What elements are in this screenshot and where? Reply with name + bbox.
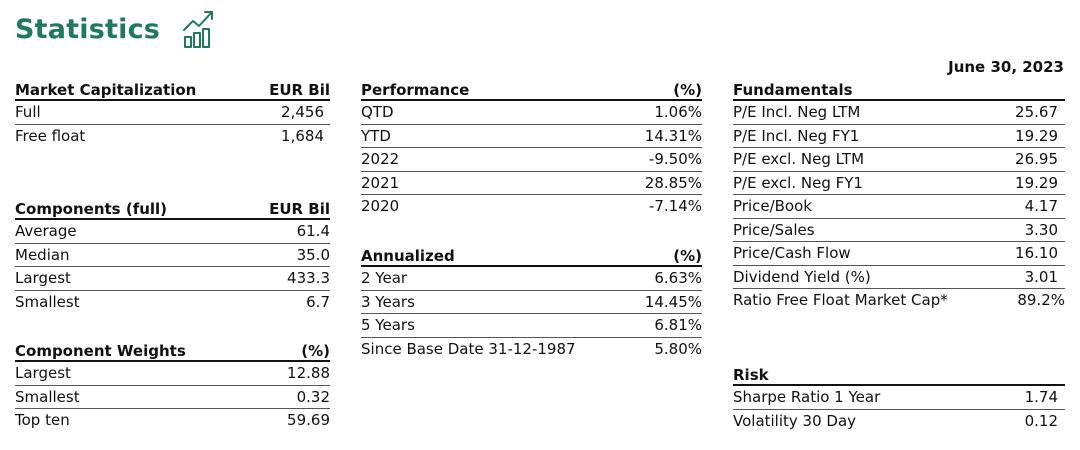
row-value: 89.2% [1017, 291, 1065, 309]
row-label: Smallest [15, 292, 80, 311]
row-value: -7.14% [648, 197, 702, 215]
table-row [361, 172, 702, 196]
section-title: Market Capitalization [15, 81, 197, 99]
fundamentals-table [733, 79, 1065, 313]
row-value: 14.31% [644, 126, 702, 145]
table-row [733, 125, 1065, 149]
row-value: 5.80% [654, 339, 702, 358]
section-title: Components (full) [15, 200, 168, 218]
row-value: -9.50% [648, 150, 702, 168]
row-value: 2,456 [281, 103, 324, 121]
table-row [361, 338, 702, 362]
row-label: Sharpe Ratio 1 Year [733, 388, 881, 406]
table-row [361, 267, 702, 291]
row-label: Price/Sales [733, 220, 815, 239]
table-row [361, 148, 702, 172]
row-label: 2022 [361, 150, 400, 168]
row-label: Price/Book [733, 197, 812, 215]
table-row [15, 291, 330, 315]
table-row [733, 219, 1065, 243]
row-label: Free float [15, 126, 86, 145]
unit-label: (%) [301, 342, 330, 360]
row-label: P/E Incl. Neg LTM [733, 103, 861, 121]
table-row [15, 244, 330, 268]
row-value: 59.69 [287, 411, 330, 429]
market-cap-table [15, 79, 330, 148]
growth-chart-icon [181, 8, 217, 48]
row-value: 1,684 [281, 126, 324, 145]
unit-label: EUR Bil [269, 200, 330, 218]
row-value: 0.32 [296, 387, 330, 406]
row-label: 3 Years [361, 292, 415, 311]
row-label: Average [15, 222, 77, 240]
row-label: Price/Cash Flow [733, 244, 851, 262]
table-row [15, 386, 330, 410]
row-value: 61.4 [296, 222, 330, 240]
table-header [15, 340, 330, 362]
table-header [733, 364, 1065, 386]
row-label: Volatility 30 Day [733, 411, 857, 430]
table-row [733, 289, 1065, 313]
table-row [733, 410, 1065, 434]
row-value: 28.85% [644, 173, 702, 192]
row-value: 3.01 [1024, 267, 1058, 286]
table-row [15, 267, 330, 291]
table-row [733, 172, 1065, 196]
table-row [361, 195, 702, 219]
table-row [733, 101, 1065, 125]
row-value: 6.7 [306, 292, 330, 311]
section-title: Annualized [361, 247, 455, 265]
table-row [733, 386, 1065, 410]
row-label: 2 Year [361, 269, 408, 287]
table-header [361, 245, 702, 267]
row-value: 3.30 [1024, 220, 1058, 239]
row-label: QTD [361, 103, 394, 121]
table-row [733, 148, 1065, 172]
table-row [361, 125, 702, 149]
as-of-date: June 30, 2023 [948, 58, 1064, 76]
row-value: 25.67 [1015, 103, 1058, 121]
table-header [733, 79, 1065, 101]
row-label: Ratio Free Float Market Cap* [733, 291, 948, 309]
row-label: P/E excl. Neg LTM [733, 150, 865, 168]
row-value: 12.88 [287, 364, 330, 382]
row-value: 16.10 [1015, 244, 1058, 262]
row-label: 5 Years [361, 316, 415, 334]
row-label: P/E excl. Neg FY1 [733, 173, 863, 192]
row-value: 4.17 [1024, 197, 1058, 215]
row-value: 14.45% [644, 292, 702, 311]
table-header [15, 79, 330, 101]
row-label: Smallest [15, 387, 80, 406]
row-label: Median [15, 245, 70, 264]
row-label: YTD [361, 126, 391, 145]
section-title: Component Weights [15, 342, 186, 360]
row-value: 35.0 [296, 245, 330, 264]
table-row [15, 362, 330, 386]
table-row [15, 125, 330, 149]
row-value: 433.3 [287, 269, 330, 287]
table-row [361, 314, 702, 338]
section-title: Performance [361, 81, 470, 99]
row-label: 2021 [361, 173, 400, 192]
row-value: 1.74 [1024, 388, 1058, 406]
row-value: 6.63% [654, 269, 702, 287]
row-value: 1.06% [654, 103, 702, 121]
row-label: Full [15, 103, 41, 121]
row-label: Largest [15, 269, 71, 287]
table-header [15, 198, 330, 220]
table-row [361, 101, 702, 125]
row-label: 2020 [361, 197, 400, 215]
row-value: 0.12 [1024, 411, 1058, 430]
unit-label: (%) [673, 81, 702, 99]
risk-table [733, 364, 1065, 433]
table-row [15, 101, 330, 125]
row-value: 26.95 [1015, 150, 1058, 168]
components-table [15, 198, 330, 314]
unit-label: EUR Bil [269, 81, 330, 99]
table-row [733, 242, 1065, 266]
table-row [733, 266, 1065, 290]
row-label: Top ten [15, 411, 70, 429]
table-row [733, 195, 1065, 219]
row-label: Since Base Date 31-12-1987 [361, 339, 576, 358]
section-title: Fundamentals [733, 81, 853, 99]
table-row [15, 220, 330, 244]
table-row [361, 291, 702, 315]
table-row [15, 409, 330, 433]
component-weights-table [15, 340, 330, 433]
table-header [361, 79, 702, 101]
row-label: P/E Incl. Neg FY1 [733, 126, 860, 145]
row-value: 19.29 [1015, 126, 1058, 145]
page-title: Statistics [15, 14, 161, 45]
performance-table [361, 79, 702, 219]
row-label: Largest [15, 364, 71, 382]
section-title: Risk [733, 366, 769, 384]
row-value: 6.81% [654, 316, 702, 334]
row-label: Dividend Yield (%) [733, 267, 871, 286]
unit-label: (%) [673, 247, 702, 265]
row-value: 19.29 [1015, 173, 1058, 192]
annualized-table [361, 245, 702, 361]
